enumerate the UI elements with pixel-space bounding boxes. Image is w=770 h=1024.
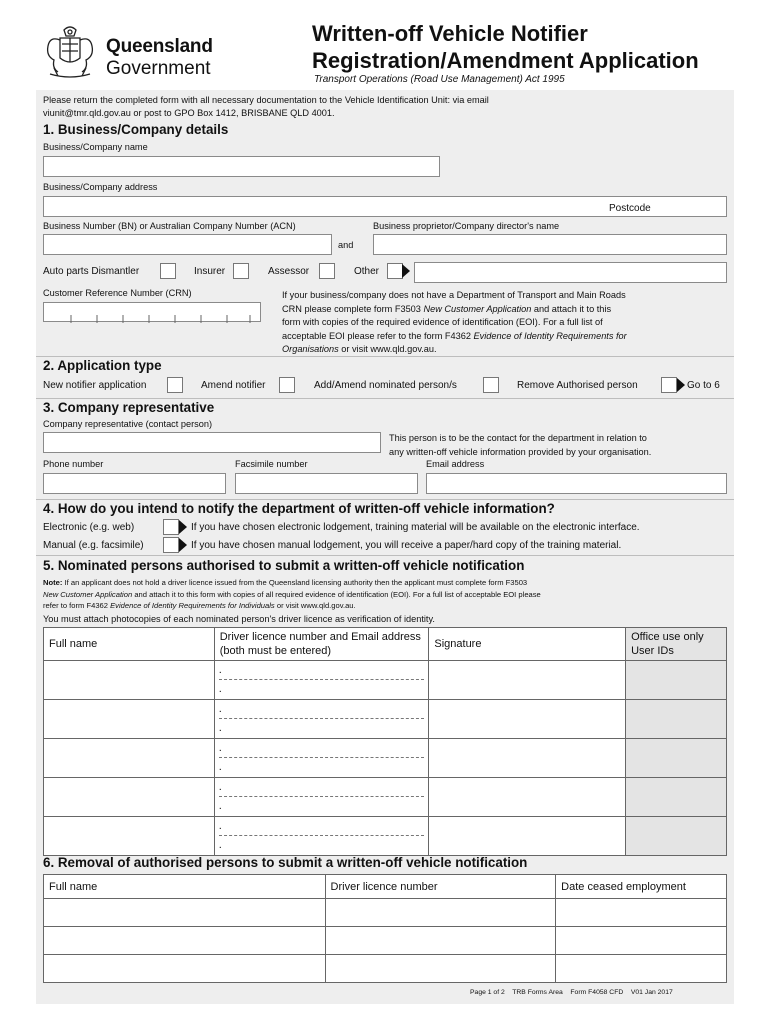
email-label: Email address [426,459,485,469]
section-divider [36,356,734,357]
fax-label: Facsimile number [235,459,308,469]
full-name-cell[interactable] [44,927,326,955]
table-row [44,661,727,700]
col-driver-licence: Driver licence number [325,875,556,899]
page-header [0,0,770,90]
col-date-ceased: Date ceased employment [556,875,727,899]
crn-note-line-2: CRN please complete form F3503 New Customer Application and attach it to this [282,303,612,314]
other-label: Other [354,266,380,277]
rep-note [389,431,651,459]
full-name-cell[interactable] [44,661,215,700]
amend-notifier-label: Amend notifier [201,380,266,391]
section-3-heading: 3. Company representative [43,400,215,415]
attach-licence-note: You must attach photocopies of each nominated person's driver licence as verification of identity. [43,614,435,624]
form-title-line-2: Registration/Amendment Application [312,48,699,73]
office-use-cell [626,661,727,700]
crn-note [282,289,627,357]
section-5-heading: 5. Nominated persons authorised to submit a written-off vehicle notification [43,558,525,573]
amend-notifier-checkbox[interactable] [279,377,295,393]
crn-label: Customer Reference Number (CRN) [43,288,192,298]
new-notifier-checkbox[interactable] [167,377,183,393]
nominated-persons-table [43,627,727,856]
fax-field[interactable] [235,473,418,494]
note-line-2: New Customer Application and attach it to this form with copies of all required evidence of identification (EOI). For a full list of acceptable EOI please [43,589,541,599]
licence-email-cell[interactable] [214,778,429,817]
licence-number-line[interactable]: . [219,661,425,680]
dismantler-checkbox[interactable] [160,263,176,279]
manual-note: If you have chosen manual lodgement, you will receive a paper/hard copy of the training material. [191,540,622,551]
office-use-cell [626,739,727,778]
signature-cell[interactable] [429,739,626,778]
business-address-field[interactable] [43,196,727,217]
form-number: Form F4058 CFD [570,989,624,996]
form-title-line-1: Written-off Vehicle Notifier [312,21,588,46]
insurer-checkbox[interactable] [233,263,249,279]
assessor-checkbox[interactable] [319,263,335,279]
section-divider [36,499,734,500]
form-body [36,90,734,1004]
arrow-right-icon [179,520,187,534]
business-address-label: Business/Company address [43,182,158,192]
full-name-cell[interactable] [44,817,215,856]
removal-table [43,874,727,983]
table-row [44,778,727,817]
phone-label: Phone number [43,459,104,469]
business-name-label: Business/Company name [43,142,148,152]
section-1-heading: 1. Business/Company details [43,122,229,137]
col-signature: Signature [429,628,626,661]
full-name-cell[interactable] [44,778,215,817]
section-6-heading: 6. Removal of authorised persons to submit a written-off vehicle notification [43,855,528,870]
postcode-label: Postcode [609,203,651,214]
electronic-label: Electronic (e.g. web) [43,522,135,533]
email-address-line[interactable]: . [218,722,222,734]
table-row [44,955,727,983]
add-amend-person-checkbox[interactable] [483,377,499,393]
full-name-cell[interactable] [44,700,215,739]
company-rep-field[interactable] [43,432,381,453]
office-use-cell [626,700,727,739]
business-name-field[interactable] [43,156,440,177]
queensland-government-logo [42,24,232,84]
electronic-checkbox[interactable] [163,519,179,535]
signature-cell[interactable] [429,778,626,817]
phone-field[interactable] [43,473,226,494]
table-header-row [44,628,727,661]
licence-number-line[interactable]: . [219,817,425,836]
licence-email-cell[interactable] [214,700,429,739]
arrow-right-icon [677,378,685,392]
driver-licence-cell[interactable] [325,927,556,955]
licence-email-cell[interactable] [214,817,429,856]
proprietor-label: Business proprietor/Company director's name [373,221,560,231]
and-label: and [338,240,354,250]
arrow-right-icon [179,538,187,552]
manual-checkbox[interactable] [163,537,179,553]
driver-licence-cell[interactable] [325,899,556,927]
note-line-1: Note: If an applicant does not hold a driver licence issued from the Queensland licensing authority then the applicant must complete form F3503 [43,578,528,587]
electronic-note: If you have chosen electronic lodgement, training material will be available on the electronic interface. [191,522,640,533]
add-amend-person-label: Add/Amend nominated person/s [314,380,457,391]
full-name-cell[interactable] [44,955,326,983]
dismantler-label: Auto parts Dismantler [43,266,140,277]
other-checkbox[interactable] [387,263,403,279]
section-divider [36,398,734,399]
full-name-cell[interactable] [44,899,326,927]
new-notifier-label: New notifier application [43,380,147,391]
go-to-6-label: Go to 6 [687,380,720,391]
licence-number-line[interactable]: . [219,700,425,719]
crn-note-line-3: form with copies of the required evidence of identification (EOI). For a full list of [282,317,603,327]
licence-email-cell[interactable] [214,739,429,778]
email-address-line[interactable]: . [218,761,222,773]
signature-cell[interactable] [429,700,626,739]
assessor-label: Assessor [268,266,310,277]
col-full-name: Full name [44,875,326,899]
office-use-cell [626,778,727,817]
signature-cell[interactable] [429,661,626,700]
page-number: Page 1 of 2 [470,989,505,996]
form-version: V01 Jan 2017 [630,989,673,996]
table-header-row [44,875,727,899]
date-ceased-cell[interactable] [556,899,727,927]
intro-line-2: viunit@tmr.qld.gov.au or post to GPO Box 1412, BRISBANE QLD 4001. [43,108,335,118]
section-4-heading: 4. How do you intend to notify the department of written-off vehicle information? [43,501,555,516]
licence-number-line[interactable]: . [219,739,425,758]
signature-cell[interactable] [429,817,626,856]
email-address-line[interactable]: . [218,800,222,812]
driver-licence-cell[interactable] [325,955,556,983]
table-row [44,927,727,955]
remove-person-label: Remove Authorised person [517,380,638,391]
date-ceased-cell[interactable] [556,927,727,955]
email-address-line[interactable]: . [218,839,222,851]
rep-note-line-2: any written-off vehicle information provided by your organisation. [389,447,652,457]
bn-acn-label: Business Number (BN) or Australian Company Number (ACN) [43,221,296,231]
forms-area: TRB Forms Area [512,989,563,996]
remove-person-checkbox[interactable] [661,377,677,393]
coat-of-arms-icon [42,24,98,82]
crn-note-line-4: acceptable EOI please refer to the form F4362 Evidence of Identity Requirements for [282,330,627,341]
company-rep-label: Company representative (contact person) [43,419,213,429]
email-address-line[interactable]: . [218,683,222,695]
other-specify-field[interactable] [414,262,727,283]
section-divider [36,555,734,556]
office-use-cell [626,817,727,856]
licence-email-cell[interactable] [214,661,429,700]
crn-field[interactable] [43,302,261,322]
section-2-heading: 2. Application type [43,358,162,373]
proprietor-field[interactable] [373,234,727,255]
full-name-cell[interactable] [44,739,215,778]
act-reference: Transport Operations (Road Use Management) Act 1995 [314,74,565,85]
logo-government: Government [106,58,211,79]
table-row [44,700,727,739]
crn-digit-dividers [44,303,262,323]
crn-note-line-5: Organisations or visit www.qld.gov.au. [282,344,437,354]
section-5-note [43,577,541,612]
licence-number-line[interactable]: . [219,778,425,797]
logo-name: Queensland [106,36,213,57]
date-ceased-cell[interactable] [556,955,727,983]
bn-acn-field[interactable] [43,234,332,255]
page-footer [470,989,673,996]
note-line-3: refer to form F4362 Evidence of Identity Requirements for Individuals or visit www.qld.gov.au. [43,601,356,610]
table-row [44,817,727,856]
email-field[interactable] [426,473,727,494]
table-row [44,899,727,927]
col-licence-email: Driver licence number and Email address (both must be entered) [214,628,429,661]
rep-note-line-1: This person is to be the contact for the department in relation to [389,433,647,443]
col-full-name: Full name [44,628,215,661]
manual-label: Manual (e.g. facsimile) [43,540,144,551]
col-office-use: Office use only User IDs [626,628,727,661]
table-row [44,739,727,778]
insurer-label: Insurer [194,266,226,277]
arrow-right-icon [402,264,410,278]
intro-line-1: Please return the completed form with all necessary documentation to the Vehicle Identification Unit: via email [43,95,489,105]
crn-note-line-1: If your business/company does not have a Department of Transport and Main Roads [282,290,626,300]
